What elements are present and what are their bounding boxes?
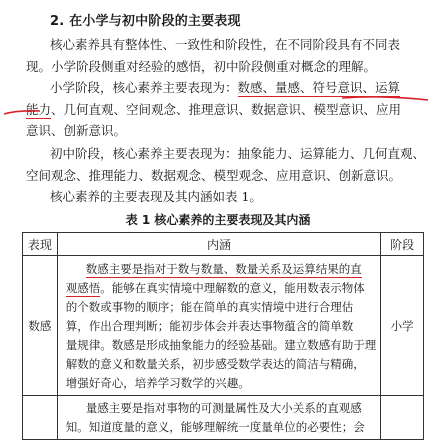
row-content-cell — [57, 256, 381, 396]
cell-line: 算，作出合理判断；能初步体会并表达事物蕴含的简单数 — [65, 319, 354, 333]
table-header-row — [23, 233, 424, 256]
paragraph-primary — [26, 77, 416, 142]
header-cell: 内涵 — [57, 233, 381, 256]
paragraph-junior — [26, 143, 426, 208]
section-heading: 2. 在小学与初中阶段的主要表现 — [50, 14, 241, 29]
cell-line: 解数的意义和数量关系，初步感受数学表达的简洁与精确， — [65, 357, 365, 371]
paragraph-line: 空间观念、推理能力、数据观念、模型观念、应用意识、创新意识。 — [26, 167, 402, 183]
table-title: 表 1 核心素养的主要表现及其内涵 — [125, 213, 311, 227]
cell-line: 增强好奇心，培养学习数学的兴趣。 — [65, 376, 250, 390]
paragraph-line: 核心素养的主要表现及其内涵如表 1。 — [50, 189, 262, 204]
text-plain: 。能够在真实情境中理解数的意义，能用数表示物体 — [100, 281, 365, 295]
core-literacy-table — [22, 232, 424, 440]
cell-line: 的个数或事物的顺序；能在简单的真实情境中进行合理估 — [65, 300, 354, 314]
text-plain: 小学阶段，核心素养主要表现为： — [50, 80, 238, 95]
table-row — [23, 396, 424, 440]
paragraph-line — [26, 99, 416, 121]
cell-line — [66, 279, 377, 298]
row-name-cell: 数感 — [23, 256, 58, 396]
underlined-text: 观感悟 — [65, 281, 101, 295]
cell-line: 量感主要是指对事物的可测量属性及大小关系的直观感 — [85, 401, 362, 415]
underlined-text: 数感主要是指对于数与数量、数量关系及运算结果的直 — [85, 262, 362, 276]
underlined-text: 数感、量感、符号意识、运算 — [237, 80, 401, 95]
table-row — [23, 256, 424, 396]
paragraph-line — [26, 77, 416, 99]
cell-line — [66, 260, 377, 279]
paragraph-line: 初中阶段，核心素养主要表现为：抽象能力、运算能力、几何直观、 — [50, 146, 426, 161]
row-content-cell — [57, 396, 381, 440]
paragraph-line: 意识、创新意识。 — [26, 123, 127, 138]
paragraph-overview — [26, 34, 416, 77]
row-stage-cell — [381, 396, 424, 440]
cell-line: 知。知道度量的意义，能够理解统一度量单位的必要性；会 — [65, 420, 365, 434]
text-plain: 、几何直观、空间观念、推理意识、数据意识、模型意识、应用 — [51, 101, 402, 117]
paragraph-line: 核心素养具有整体性、一致性和阶段性，在不同阶段具有不同表 — [50, 37, 401, 52]
header-cell: 阶段 — [381, 233, 424, 256]
paragraph-line: 现。小学阶段侧重对经验的感悟，初中阶段侧重对概念的理解。 — [26, 58, 377, 74]
underlined-text: 能力 — [26, 101, 52, 117]
header-cell: 表现 — [23, 233, 58, 256]
row-stage-cell: 小学 — [381, 256, 424, 396]
row-name-cell — [23, 396, 58, 440]
cell-line: 量规律。数感是形成抽象能力的经验基础。建立数感有助于理 — [65, 338, 377, 352]
